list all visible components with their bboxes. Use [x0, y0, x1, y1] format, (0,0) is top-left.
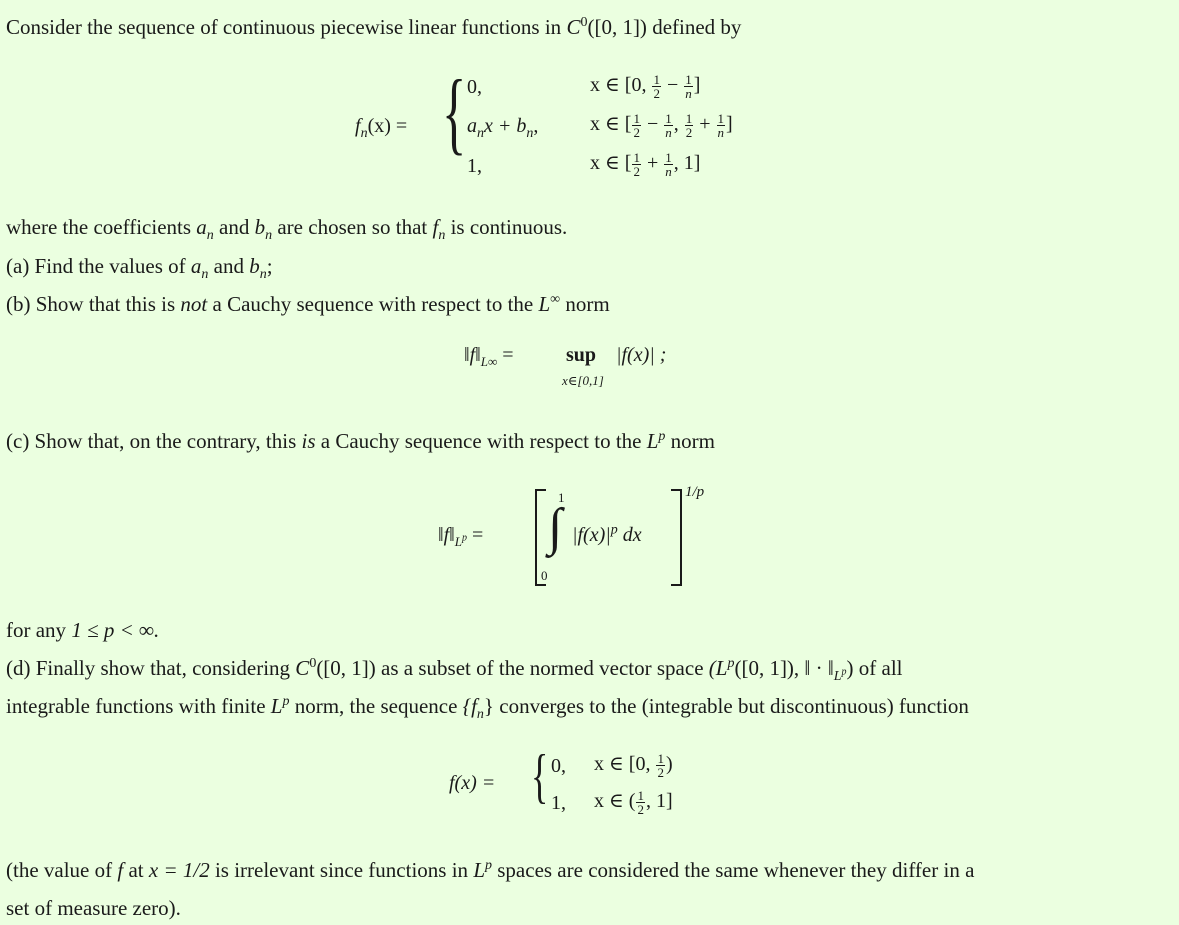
- integrand: [572, 524, 642, 547]
- frac-n: [717, 112, 726, 139]
- close: }: [483, 694, 494, 718]
- norm-sub: [833, 666, 847, 685]
- sub: [455, 534, 467, 549]
- n: n: [259, 267, 267, 283]
- t2: at: [123, 858, 149, 882]
- t1: (the value of: [6, 858, 118, 882]
- L: L: [270, 694, 283, 718]
- den: 2: [637, 801, 644, 817]
- x-plus-b: x + b: [484, 115, 527, 137]
- n: n: [438, 228, 446, 244]
- t2: a Cauchy sequence with respect to the: [207, 292, 539, 316]
- part-d-line-2: [6, 692, 969, 723]
- x-eq: x = 1/2: [148, 858, 210, 882]
- integral-lower: [541, 568, 548, 584]
- eq: =: [502, 344, 514, 366]
- space-arg: ([0, 1]): [587, 15, 647, 39]
- num: 1: [637, 787, 644, 803]
- f-case-1-value: [551, 755, 566, 778]
- f: f: [432, 215, 439, 239]
- lhs: f(x) =: [449, 772, 496, 794]
- L: L: [646, 429, 659, 453]
- part-c: [6, 427, 715, 455]
- plus: +: [699, 113, 711, 135]
- cond-suffix: ): [665, 753, 673, 775]
- fn-lhs: [355, 115, 408, 141]
- f-case-2-cond: [594, 788, 673, 816]
- t2: and: [208, 254, 250, 278]
- not: not: [180, 292, 208, 316]
- is: is: [301, 429, 316, 453]
- closing-line-1: [6, 856, 974, 884]
- sub-n: n: [477, 126, 484, 141]
- pow: 1/p: [685, 484, 705, 500]
- plus: +: [646, 152, 659, 174]
- t3: norm: [560, 292, 610, 316]
- t1: (d) Finally show that, considering: [6, 656, 296, 680]
- num: 1: [633, 110, 640, 126]
- frac-half: [685, 112, 694, 139]
- frac-half: [632, 151, 641, 178]
- a: a: [467, 115, 477, 137]
- t2: as a subset of the normed vector space: [375, 656, 709, 680]
- space: (L: [708, 656, 728, 680]
- p: p: [727, 656, 735, 671]
- eq: =: [472, 524, 484, 546]
- t3: norm: [665, 429, 715, 453]
- fn-lhs-sub: n: [360, 126, 368, 141]
- fn-lhs-f: f: [355, 115, 361, 137]
- comma: ,: [673, 113, 679, 135]
- t3: of all: [853, 656, 903, 680]
- norm: ‖f‖: [464, 344, 481, 366]
- C: C: [295, 656, 310, 680]
- f-brace: {: [531, 743, 549, 809]
- expr: 1 ≤ p < ∞.: [71, 618, 160, 642]
- num: 1: [717, 110, 725, 126]
- t3: are chosen so that: [272, 215, 433, 239]
- intro-after: defined by: [646, 15, 742, 39]
- norm: ‖f‖: [438, 524, 455, 546]
- abs-f: |f(x)|: [572, 524, 611, 546]
- t2: a Cauchy sequence with respect to the: [315, 429, 647, 453]
- n: n: [265, 228, 273, 244]
- fn-case-3-value: [467, 155, 482, 178]
- p: p: [282, 694, 290, 709]
- fn-lhs-arg: (x) =: [367, 115, 408, 137]
- right-bracket: [671, 489, 682, 586]
- space-rest: ([0, 1]), ‖ · ‖: [734, 656, 834, 680]
- frac-half: [656, 752, 665, 779]
- fn-case-3-cond: [590, 150, 700, 178]
- frac-half: [632, 112, 641, 139]
- integral-sign: ∫: [548, 499, 563, 556]
- f: f: [117, 858, 124, 882]
- fn-brace: {: [442, 61, 467, 163]
- n: n: [206, 228, 214, 244]
- frac-n: [664, 151, 673, 178]
- t2: norm, the sequence: [289, 694, 463, 718]
- b: b: [254, 215, 266, 239]
- t1: where the coefficients: [6, 215, 197, 239]
- fn-case-1-value: [467, 76, 482, 99]
- t1: (b) Show that this is: [6, 292, 181, 316]
- den: 2: [633, 163, 640, 179]
- t1: integrable functions with finite: [6, 694, 271, 718]
- frac-n: [664, 112, 673, 139]
- C-sup: 0: [309, 656, 317, 671]
- num: 1: [633, 149, 640, 165]
- fn-case-1-cond: [590, 72, 700, 100]
- line2: set of measure zero).: [6, 896, 181, 920]
- intro-text: Consider the sequence of continuous piecewise linear functions in: [6, 15, 567, 39]
- den: n: [685, 85, 692, 101]
- t1: for any: [6, 618, 72, 642]
- cond-prefix: x ∈ [0,: [594, 753, 656, 775]
- num: 1: [653, 71, 660, 87]
- dx: dx: [622, 524, 642, 546]
- inf: ∞: [550, 292, 561, 307]
- cond-suffix: , 1]: [673, 152, 701, 174]
- value: 1,: [551, 792, 566, 814]
- value: 0,: [551, 755, 566, 777]
- space-sup: 0: [580, 15, 588, 30]
- rhs: |f(x)| ;: [616, 344, 667, 366]
- close: ): [846, 656, 854, 680]
- upper: 1: [558, 490, 565, 505]
- p: p: [658, 429, 666, 444]
- where-line: [6, 213, 568, 244]
- den: 2: [653, 85, 660, 101]
- intro-line: [6, 13, 741, 41]
- den: n: [665, 124, 672, 140]
- num: 1: [685, 71, 692, 87]
- a: a: [196, 215, 207, 239]
- pow: p: [610, 522, 618, 538]
- minus: −: [646, 113, 659, 135]
- seq: {f: [462, 694, 477, 718]
- sup-range: x∈[0,1]: [562, 373, 604, 388]
- num: 1: [665, 110, 672, 126]
- L: L: [833, 669, 842, 685]
- p: p: [841, 666, 847, 678]
- den: n: [665, 163, 672, 179]
- linf-rhs: [616, 344, 666, 367]
- minus: −: [666, 74, 679, 96]
- t2: and: [213, 215, 255, 239]
- sup: sup: [566, 344, 597, 366]
- comma: ,: [533, 115, 539, 137]
- for-any-line: [6, 616, 159, 644]
- den: 2: [633, 124, 640, 140]
- num: 1: [657, 750, 664, 766]
- sub: L∞: [480, 354, 498, 369]
- L: L: [473, 858, 485, 882]
- fn-case-2-cond: [590, 111, 733, 139]
- cond-suffix: ]: [726, 113, 733, 135]
- t1: (c) Show that, on the contrary, this: [6, 429, 302, 453]
- t3: is irrelevant since functions in: [209, 858, 474, 882]
- t1: (a) Find the values of: [6, 254, 191, 278]
- p: p: [485, 858, 492, 873]
- cond-prefix: x ∈ [: [590, 152, 632, 174]
- t4: is continuous.: [445, 215, 568, 239]
- frac-half: [652, 73, 661, 100]
- L: L: [454, 534, 463, 549]
- lp-lhs: [438, 524, 483, 547]
- outer-power: [685, 484, 704, 501]
- p: p: [462, 532, 468, 544]
- part-b: [6, 290, 610, 318]
- f-case-1-cond: [594, 751, 673, 779]
- cond-prefix: x ∈ [0,: [590, 74, 652, 96]
- b: b: [249, 254, 260, 278]
- closing-line-2: [6, 894, 181, 922]
- f-lhs: [449, 772, 495, 795]
- f-case-2-value: [551, 792, 566, 815]
- n: n: [201, 267, 209, 283]
- part-a: [6, 252, 273, 283]
- t3: converges to the (integrable but discontinuous) function: [494, 694, 969, 718]
- L: L: [538, 292, 551, 316]
- den: 2: [685, 124, 693, 140]
- cond-prefix: x ∈ [: [590, 113, 632, 135]
- cond-suffix: ]: [693, 74, 701, 96]
- den: n: [717, 124, 725, 140]
- num: 1: [665, 149, 672, 165]
- cond-suffix: , 1]: [645, 790, 673, 812]
- lower: 0: [541, 568, 548, 583]
- linf-lhs: [464, 344, 514, 367]
- t3: ;: [266, 254, 273, 278]
- fn-case-1-text: 0,: [467, 76, 482, 98]
- sub-n: n: [526, 126, 534, 141]
- part-d-line-1: [6, 654, 903, 685]
- frac-n: [684, 73, 693, 100]
- sup-op: [566, 344, 596, 367]
- cond-prefix: x ∈ (: [594, 790, 636, 812]
- fn-case-2-value: [467, 115, 539, 141]
- den: 2: [657, 764, 664, 780]
- frac-half: [636, 789, 645, 816]
- space-symbol: C: [566, 15, 581, 39]
- sup-sub: [562, 373, 604, 389]
- fn-case-3-text: 1,: [467, 155, 482, 177]
- C-arg: ([0, 1]): [316, 656, 376, 680]
- num: 1: [685, 110, 693, 126]
- t4: spaces are considered the same whenever they differ in a: [492, 858, 975, 882]
- a: a: [190, 254, 202, 278]
- n: n: [476, 707, 484, 723]
